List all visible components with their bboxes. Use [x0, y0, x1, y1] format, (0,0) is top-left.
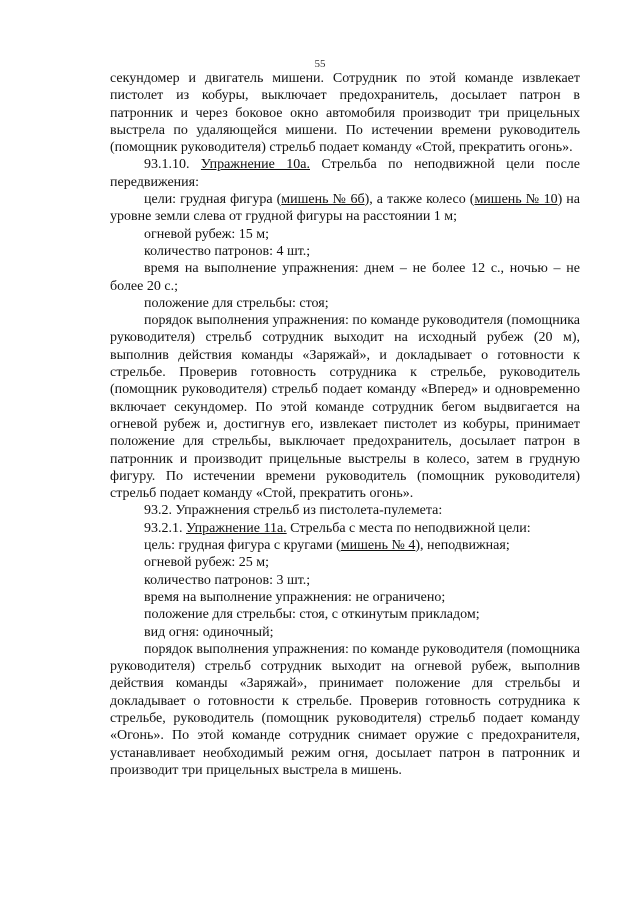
firing-position-11a: положение для стрельбы: стоя, с откинутым прикладом; [144, 607, 480, 623]
firing-line-11a: огневой рубеж: 25 м; [144, 555, 270, 571]
exercise-description: Стрельба с места по неподвижной цели: [290, 520, 531, 536]
target-end: ), неподвижная; [415, 538, 510, 554]
target-ref-10: мишень № 10 [474, 192, 558, 208]
section-number: 93.1.10. [144, 157, 190, 173]
section-93-2-1 [110, 520, 580, 537]
page-number: 55 [314, 58, 326, 70]
exercise-description: Стрельба по неподвижной цели после передвижения: [110, 157, 580, 190]
document-body [110, 70, 580, 779]
targets-line [110, 191, 580, 226]
section-number: 93.2.1. [144, 520, 183, 536]
cartridges-count-11a: количество патронов: 3 шт.; [144, 572, 311, 588]
target-line [110, 537, 580, 554]
cartridges-count: количество патронов: 4 шт.; [144, 243, 311, 259]
targets-lead: цели: грудная фигура ( [144, 192, 282, 208]
exercise-title: Упражнение 10а. [200, 157, 310, 173]
fire-mode: вид огня: одиночный; [144, 624, 274, 640]
firing-line: огневой рубеж: 15 м; [144, 226, 270, 242]
procedure-10a: порядок выполнения упражнения: по команде руководителя (помощника руководителя) стрельб сотрудник выходит на исходный рубеж (20 м), выполнив действия команды «Заряжай», и докладывает о готовности к стрельбе. Проверив готовность сотрудника к стрельбе, руководитель (помощник руководителя) стрельб подает команду «Вперед» и одновременно включает секундомер. По этой команде сотрудник бегом выдвигается на огневой рубеж и, достигнув его, извлекает пистолет из кобуры, принимает положение для стрельбы, выключает предохранитель, досылает патрон в патронник и производит прицельные выстрелы в колесо, затем в грудную фигуру. По истечении времени руководитель (помощник руководителя) стрельб подает команду «Стой, прекратить огонь». [110, 313, 580, 502]
targets-mid: ), а также колесо ( [364, 192, 475, 208]
time-limit-11a: время на выполнение упражнения: не ограничено; [144, 589, 446, 605]
paragraph-continuation: секундомер и двигатель мишени. Сотрудник по этой команде извлекает пистолет из кобуры, выключает предохранитель, досылает патрон в патронник и через боковое окно автомобиля производит три прицельных выстрела по удаляющейся мишени. По истечении времени руководитель (помощник руководителя) стрельб подает команду «Стой, прекратить огонь». [110, 71, 580, 156]
section-93-2: 93.2. Упражнения стрельб из пистолета-пулемета: [144, 503, 443, 519]
targets-end: ) на уровне земли слева от грудной фигуры на расстоянии 1 м; [110, 192, 581, 225]
target-ref-6b: мишень № 6б [281, 192, 365, 208]
procedure-11a: порядок выполнения упражнения: по команде руководителя (помощника руководителя) стрельб сотрудник выходит на огневой рубеж, выполнив действия команды «Заряжай», принимает положение для стрельбы и докладывает о готовности к стрельбе. Проверив готовность сотрудника к стрельбе, руководитель (помощник руководителя) стрельб подает команду «Огонь». По этой команде сотрудник снимает оружие с предохранителя, устанавливает необходимый режим огня, досылает патрон в патронник и производит три прицельных выстрела в мишень. [110, 641, 580, 778]
section-93-1-10 [110, 156, 580, 191]
exercise-title: Упражнение 11а. [186, 520, 287, 536]
target-lead: цель: грудная фигура с кругами ( [144, 538, 341, 554]
firing-position: положение для стрельбы: стоя; [144, 295, 329, 311]
time-limit: время на выполнение упражнения: днем – не более 12 с., ночью – не более 20 с.; [110, 261, 580, 294]
target-ref-4: мишень № 4 [340, 538, 416, 554]
